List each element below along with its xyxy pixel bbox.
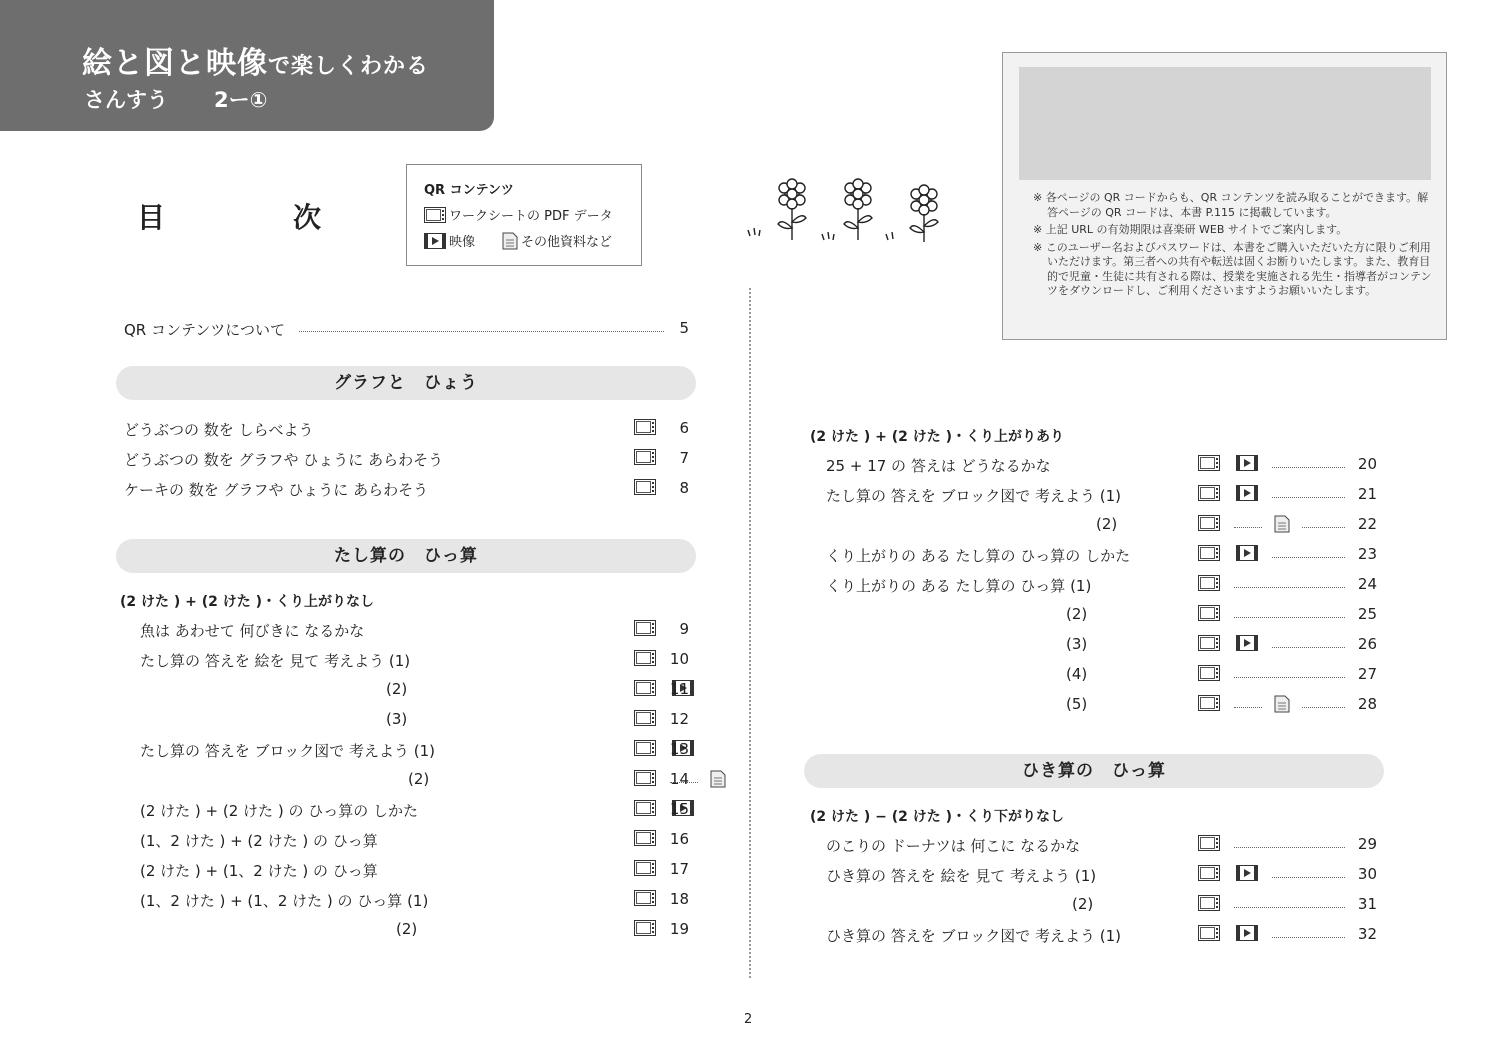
subhead-add-carry: (2 けた ) + (2 けた )・くり上がりあり [810, 429, 1065, 445]
toc-entry[interactable] [124, 617, 689, 641]
document-icon[interactable] [710, 770, 726, 792]
book-title-main: 絵と図と映像 [82, 46, 268, 81]
entry-page: 10 [669, 650, 689, 668]
entry-page: 13 [669, 740, 689, 758]
worksheet-icon[interactable] [634, 860, 656, 880]
entry-page: 12 [669, 710, 689, 728]
entry-title: ひき算の 答えを ブロック図で 考えよう (1) [826, 927, 1122, 945]
video-icon [424, 233, 446, 249]
entry-title: (2) [408, 770, 430, 788]
worksheet-icon[interactable] [1198, 665, 1220, 685]
entry-page: 23 [1357, 545, 1377, 563]
video-icon[interactable] [1236, 455, 1258, 475]
entry-title: どうぶつの 数を グラフや ひょうに あらわそう [124, 451, 444, 469]
document-icon[interactable] [1274, 515, 1290, 537]
dot-leader [1234, 587, 1345, 588]
toc-entry[interactable] [826, 832, 1377, 856]
dot-leader [1234, 527, 1262, 528]
worksheet-icon[interactable] [634, 770, 656, 790]
entry-title: (4) [1066, 665, 1088, 683]
dot-leader [1302, 527, 1345, 528]
toc-entry[interactable] [124, 677, 689, 701]
entry-title: (2 けた ) + (2 けた ) の ひっ算の しかた [140, 802, 418, 820]
legend-video [424, 231, 475, 250]
worksheet-icon[interactable] [1198, 485, 1220, 505]
entry-title: ケーキの 数を グラフや ひょうに あらわそう [124, 481, 429, 499]
entry-title: (2) [396, 920, 418, 938]
toc-entry[interactable] [124, 917, 689, 941]
worksheet-icon[interactable] [1198, 925, 1220, 945]
flower-icon [844, 179, 872, 240]
legend-title: QR コンテンツ [424, 183, 514, 198]
dot-leader [1272, 467, 1345, 468]
column-divider [749, 288, 751, 978]
video-icon[interactable] [1236, 485, 1258, 505]
notes-box [1002, 52, 1447, 340]
toc-entry[interactable] [826, 542, 1377, 566]
entry-page: 32 [1357, 925, 1377, 943]
dot-leader [1234, 677, 1345, 678]
qr-info-placeholder [1019, 67, 1431, 180]
dot-leader [1302, 707, 1345, 708]
entry-page: 24 [1357, 575, 1377, 593]
entry-page: 8 [679, 479, 689, 497]
entry-page: 22 [1357, 515, 1377, 533]
dot-leader [1272, 557, 1345, 558]
worksheet-icon[interactable] [634, 479, 656, 499]
entry-page: 27 [1357, 665, 1377, 683]
worksheet-icon[interactable] [634, 650, 656, 670]
worksheet-icon[interactable] [1198, 635, 1220, 655]
entry-page: 31 [1357, 895, 1377, 913]
entry-title: (1、2 けた ) + (2 けた ) の ひっ算 [140, 832, 378, 850]
video-icon[interactable] [1236, 925, 1258, 945]
legend-worksheet-label: ワークシートの PDF データ [449, 209, 613, 224]
toc-entry-intro[interactable] [124, 316, 689, 340]
entry-page: 11 [669, 680, 689, 698]
dot-leader [1272, 647, 1345, 648]
flowers-illustration [742, 178, 952, 248]
entry-title: (2) [386, 680, 408, 698]
worksheet-icon[interactable] [634, 800, 656, 820]
worksheet-icon[interactable] [1198, 605, 1220, 625]
entry-page: 14 [669, 770, 689, 788]
toc-entry[interactable] [826, 632, 1377, 656]
worksheet-icon[interactable] [634, 830, 656, 850]
toc-entry[interactable] [124, 647, 689, 671]
dot-leader [1234, 707, 1262, 708]
subhead-add-no-carry: (2 けた ) + (2 けた )・くり上がりなし [120, 594, 375, 610]
worksheet-icon[interactable] [1198, 545, 1220, 565]
entry-page: 17 [669, 860, 689, 878]
entry-page: 20 [1357, 455, 1377, 473]
subject: さんすう [84, 88, 168, 112]
entry-page: 26 [1357, 635, 1377, 653]
toc-entry[interactable] [124, 737, 689, 761]
entry-page: 28 [1357, 695, 1377, 713]
entry-title: (3) [1066, 635, 1088, 653]
entry-title: (2) [1096, 515, 1118, 533]
entry-title: (2) [1072, 895, 1094, 913]
flower-icon [910, 185, 938, 242]
entry-title: ひき算の 答えを 絵を 見て 考えよう (1) [826, 867, 1097, 885]
toc-entry[interactable] [124, 797, 689, 821]
book-title-rest: で楽しくわかる [268, 54, 430, 79]
note-item: ※ 各ページの QR コードからも、QR コンテンツを読み取ることができます。解答ページの QR コードは、本書 P.115 に掲載しています。 [1033, 191, 1429, 219]
section-subtraction: ひき算の ひっ算 [804, 754, 1384, 788]
worksheet-icon[interactable] [634, 920, 656, 940]
toc-entry[interactable] [826, 482, 1377, 506]
worksheet-icon[interactable] [1198, 895, 1220, 915]
entry-title: QR コンテンツについて [124, 321, 285, 339]
dot-leader [1234, 617, 1345, 618]
entry-page: 15 [669, 800, 689, 818]
entry-page: 29 [1357, 835, 1377, 853]
worksheet-icon[interactable] [634, 710, 656, 730]
toc-entry[interactable] [826, 452, 1377, 476]
flower-icon [778, 179, 806, 240]
entry-page: 21 [1357, 485, 1377, 503]
toc-entry[interactable] [124, 827, 689, 851]
legend-worksheet [424, 205, 613, 224]
worksheet-icon[interactable] [634, 620, 656, 640]
toc-entry[interactable] [124, 857, 689, 881]
toc-entry[interactable] [826, 862, 1377, 886]
entry-page: 7 [679, 449, 689, 467]
toc-heading: 目 次 [137, 201, 372, 234]
worksheet-icon[interactable] [634, 890, 656, 910]
toc-entry[interactable] [124, 707, 689, 731]
toc-entry[interactable] [826, 662, 1377, 686]
entry-title: 魚は あわせて 何びきに なるかな [140, 622, 365, 640]
subhead-sub-no-borrow: (2 けた ) − (2 けた )・くり下がりなし [810, 809, 1065, 825]
video-icon[interactable] [1236, 545, 1258, 565]
toc-entry[interactable] [124, 767, 689, 791]
entry-page: 5 [679, 319, 689, 337]
toc-entry[interactable] [826, 602, 1377, 626]
entry-page: 9 [679, 620, 689, 638]
entry-title: 25 + 17 の 答えは どうなるかな [826, 457, 1051, 475]
toc-entry[interactable] [826, 512, 1377, 536]
toc-entry[interactable] [124, 416, 689, 440]
dot-leader [1234, 847, 1345, 848]
document-icon[interactable] [1274, 695, 1290, 717]
dot-leader [299, 331, 664, 332]
entry-title: (1、2 けた ) + (1、2 けた ) の ひっ算 (1) [140, 892, 429, 910]
entry-title: のこりの ドーナツは 何こに なるかな [826, 837, 1081, 855]
entry-page: 30 [1357, 865, 1377, 883]
note-item: ※ このユーザー名およびパスワードは、本書をご購入いただいた方に限りご利用いただけます。第三者への共有や転送は固くお断りいたします。また、教育目的で児童・生徒に共有される際は、授業を実施される先生・指導者がコンテンツをダウンロードし、ご利用くださいますようお願いいたします。 [1033, 240, 1432, 297]
book-subtitle [84, 84, 267, 114]
entry-page: 19 [669, 920, 689, 938]
entry-title: (2) [1066, 605, 1088, 623]
entry-page: 6 [679, 419, 689, 437]
worksheet-icon[interactable] [1198, 835, 1220, 855]
dot-leader [1272, 877, 1345, 878]
worksheet-icon [424, 207, 446, 223]
toc-entry[interactable] [124, 476, 689, 500]
worksheet-icon[interactable] [1198, 575, 1220, 595]
toc-entry[interactable] [826, 692, 1377, 716]
entry-title: たし算の 答えを 絵を 見て 考えよう (1) [140, 652, 411, 670]
entry-title: (2 けた ) + (1、2 けた ) の ひっ算 [140, 862, 378, 880]
dot-leader [1234, 907, 1345, 908]
worksheet-icon[interactable] [634, 740, 656, 760]
entry-title: くり上がりの ある たし算の ひっ算の しかた [826, 547, 1131, 565]
legend-other-label: その他資料など [521, 235, 613, 250]
book-title [82, 38, 429, 82]
toc-entry[interactable] [826, 922, 1377, 946]
worksheet-icon[interactable] [634, 419, 656, 439]
worksheet-icon[interactable] [634, 449, 656, 469]
page-number: 2 [744, 1012, 753, 1027]
section-addition: たし算の ひっ算 [116, 539, 696, 573]
entry-title: くり上がりの ある たし算の ひっ算 (1) [826, 577, 1092, 595]
section-graph: グラフと ひょう [116, 366, 696, 400]
worksheet-icon[interactable] [1198, 695, 1220, 715]
document-icon [502, 232, 518, 250]
toc-entry[interactable] [826, 892, 1377, 916]
dot-leader [1272, 937, 1345, 938]
entry-title: たし算の 答えを ブロック図で 考えよう (1) [140, 742, 436, 760]
video-icon[interactable] [1236, 865, 1258, 885]
entry-page: 18 [669, 890, 689, 908]
worksheet-icon[interactable] [634, 680, 656, 700]
video-icon[interactable] [1236, 635, 1258, 655]
worksheet-icon[interactable] [1198, 515, 1220, 535]
entry-page: 25 [1357, 605, 1377, 623]
legend-other [502, 231, 612, 250]
toc-entry[interactable] [124, 446, 689, 470]
volume: 2ー① [214, 88, 268, 112]
note-item: ※ 上記 URL の有効期限は喜楽研 WEB サイトでご案内します。 [1033, 223, 1348, 236]
legend-video-label: 映像 [449, 235, 476, 250]
toc-entry[interactable] [826, 572, 1377, 596]
worksheet-icon[interactable] [1198, 865, 1220, 885]
entry-title: (5) [1066, 695, 1088, 713]
entry-page: 16 [669, 830, 689, 848]
worksheet-icon[interactable] [1198, 455, 1220, 475]
entry-title: どうぶつの 数を しらべよう [124, 421, 314, 439]
entry-title: (3) [386, 710, 408, 728]
entry-title: たし算の 答えを ブロック図で 考えよう (1) [826, 487, 1122, 505]
notes-list [1033, 191, 1433, 302]
toc-entry[interactable] [124, 887, 689, 911]
dot-leader [1272, 497, 1345, 498]
qr-legend [406, 164, 642, 266]
